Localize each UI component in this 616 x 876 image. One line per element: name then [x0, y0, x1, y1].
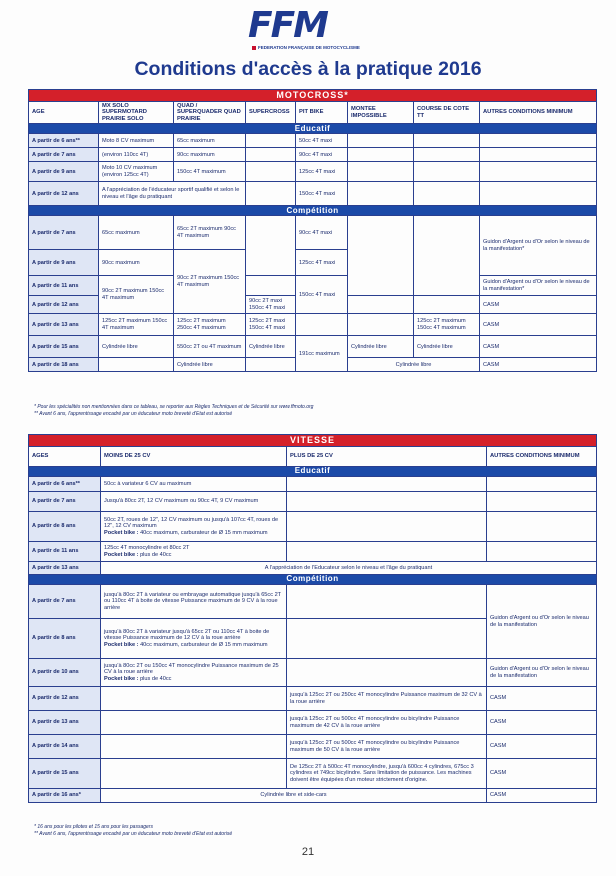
pocket-bike-text: 40cc maximum, carburateur de Ø 15 mm maximum [138, 641, 268, 648]
mx-edu-cell: Moto 10 CV maximum (environ 125cc 4T) [99, 162, 174, 182]
mx-comp-cell: 150cc 4T maxi [296, 276, 348, 314]
mx-edu-cell: 90cc 4T maxi [296, 148, 348, 162]
mx-footnote-1: * Pour les spécialités non mentionnées dans ce tableau, se reporter aux Règles Techniques et de Sécurité sur www.ffmoto.org [34, 404, 314, 410]
mx-comp-cell: Cylindrée libre [246, 336, 296, 358]
mx-comp-cell: Cylindrée libre [414, 336, 480, 358]
v-comp-age: A partir de 10 ans [29, 659, 101, 687]
v-header-other: AUTRES CONDITIONS MINIMUM [487, 447, 597, 467]
v-comp-text: jusqu'à 80cc 2T ou 150cc 4T monocylindre Puissance maximum de 25 CV à la roue arrière [104, 662, 279, 676]
pocket-bike-text: plus de 40cc [138, 675, 172, 682]
mx-header-supercross: SUPERCROSS [246, 102, 296, 124]
v-comp-cell [101, 619, 287, 659]
v-comp-other: Guidon d'Argent ou d'Or selon le niveau de la manifestation [487, 659, 597, 687]
mx-comp-cell: 65cc maximum [99, 216, 174, 250]
mx-comp-age: A partir de 18 ans [29, 358, 99, 372]
mx-comp-cell: 550cc 2T ou 4T maximum [174, 336, 246, 358]
v-comp-casm: CASM [487, 711, 597, 735]
pocket-bike-label: Pocket bike : [104, 529, 139, 536]
mx-comp-age: A partir de 11 ans [29, 276, 99, 296]
v-edu-cell: 50cc à variateur 6 CV au maximum [101, 477, 287, 492]
pocket-bike-text: 40cc maximum, carburateur de Ø 15 mm maximum [138, 529, 268, 536]
v-comp-casm: CASM [487, 735, 597, 759]
mx-educatif-band: Educatif [29, 124, 597, 134]
v-comp-age: A partir de 8 ans [29, 619, 101, 659]
v-edu-cell [101, 542, 287, 562]
v-edu-age: A partir de 7 ans [29, 492, 101, 512]
mx-header-mx: MX SOLO SUPERMOTARD PRAIRIE SOLO [99, 102, 174, 124]
ffm-logo-subtitle [252, 45, 372, 50]
mx-edu-age: A partir de 12 ans [29, 182, 99, 206]
mx-header-age: AGE [29, 102, 99, 124]
v-edu-age: A partir de 8 ans [29, 512, 101, 542]
mx-comp-cell: Cylindrée libre [99, 336, 174, 358]
mx-comp-casm: CASM [480, 336, 597, 358]
v-comp-cell: Cylindrée libre et side-cars [101, 789, 487, 803]
mx-edu-cell: A l'appréciation de l'éducateur sportif qualifié et selon le niveau et l'âge du pratiquant [99, 182, 246, 206]
mx-comp-age: A partir de 13 ans [29, 314, 99, 336]
v-edu-age: A partir de 13 ans [29, 562, 101, 575]
mx-edu-cell: (environ 110cc 4T) [99, 148, 174, 162]
v-edu-text: 125cc 4T monocylindre et 80cc 2T [104, 545, 190, 552]
mx-comp-age: A partir de 12 ans [29, 296, 99, 314]
v-comp-casm: CASM [487, 687, 597, 711]
mx-comp-casm: CASM [480, 296, 597, 314]
v-edu-age: A partir de 6 ans** [29, 477, 101, 492]
pocket-bike-text: plus de 40cc [138, 551, 172, 558]
pocket-bike-label: Pocket bike : [104, 551, 139, 558]
mx-header-pitbike: PIT BIKE [296, 102, 348, 124]
v-footnote-1: * 16 ans pour les pilotes et 15 ans pour les passagers [34, 824, 153, 830]
ffm-logo: FFM [248, 5, 328, 46]
v-edu-cell [101, 512, 287, 542]
mx-header-cote: COURSE DE COTE TT [414, 102, 480, 124]
v-comp-cell: jusqu'à 125cc 2T ou 500cc 4T monocylindre ou bicylindre Puissance maximum de 50 CV à la roue arrière [287, 735, 487, 759]
mx-comp-casm: CASM [480, 358, 597, 372]
v-edu-cell: A l'appréciation de l'Educateur selon le niveau et l'âge du pratiquant [101, 562, 597, 575]
v-comp-other: Guidon d'Argent ou d'Or selon le niveau de la manifestation [487, 585, 597, 659]
mx-comp-cell: Cylindrée libre [348, 358, 480, 372]
motocross-table [28, 89, 597, 372]
v-educatif-band: Educatif [29, 467, 597, 477]
pocket-bike-label: Pocket bike : [104, 675, 139, 682]
mx-comp-cell: 90cc 2T maxi 150cc 4T maxi [246, 296, 296, 314]
mx-edu-age: A partir de 7 ans [29, 148, 99, 162]
v-comp-casm: CASM [487, 759, 597, 789]
mx-edu-cell: 150cc 4T maxi [296, 182, 348, 206]
mx-edu-cell: Moto 8 CV maximum [99, 134, 174, 148]
motocross-band: MOTOCROSS* [29, 90, 597, 102]
mx-edu-cell: 65cc maximum [174, 134, 246, 148]
logo-subtitle-text: FEDERATION FRANÇAISE DE MOTOCYCLISME [258, 45, 360, 50]
mx-edu-age: A partir de 9 ans [29, 162, 99, 182]
mx-comp-age: A partir de 15 ans [29, 336, 99, 358]
mx-comp-cell: 125cc 4T maxi [296, 250, 348, 276]
mx-header-montee: MONTEE IMPOSSIBLE [348, 102, 414, 124]
mx-comp-cell: Cylindrée libre [348, 336, 414, 358]
mx-header-other: AUTRES CONDITIONS MINIMUM [480, 102, 597, 124]
v-comp-age: A partir de 12 ans [29, 687, 101, 711]
v-competition-band: Compétition [29, 575, 597, 585]
v-comp-cell: jusqu'à 125cc 2T ou 250cc 4T monocylindre Puissance maximum de 32 CV à la roue arrière [287, 687, 487, 711]
v-comp-age: A partir de 13 ans [29, 711, 101, 735]
v-comp-cell: jusqu'à 125cc 2T ou 500cc 4T monocylindre ou bicylindre Puissance maximum de 42 CV à la roue arrière [287, 711, 487, 735]
v-edu-cell: Jusqu'à 80cc 2T, 12 CV maximum ou 90cc 4T, 9 CV maximum [101, 492, 287, 512]
mx-edu-cell: 125cc 4T maxi [296, 162, 348, 182]
mx-comp-age: A partir de 9 ans [29, 250, 99, 276]
mx-comp-cell: 125cc 2T maxi 150cc 4T maxi [246, 314, 296, 336]
mx-comp-cell: 90cc 2T maximum 150cc 4T maximum [174, 250, 246, 314]
mx-comp-cell: 90cc maximum [99, 250, 174, 276]
v-edu-age: A partir de 11 ans [29, 542, 101, 562]
v-footnote-2: ** Avant 6 ans, l'apprentissage encadré par un éducateur moto breveté d'Etat est autorisé [34, 831, 233, 837]
v-comp-age: A partir de 16 ans* [29, 789, 101, 803]
mx-comp-cell: 191cc maximum [296, 336, 348, 372]
vitesse-table [28, 434, 597, 803]
mx-comp-other: Guidon d'Argent ou d'Or selon le niveau de la manifestation* [480, 216, 597, 276]
page-number: 21 [301, 846, 315, 858]
v-comp-text: jusqu'à 80cc 2T à variateur jusqu'à 65cc 2T ou 110cc 4T à boite de vitesse Puissance maximum de 12 CV à la roue arrière [104, 628, 270, 642]
v-comp-age: A partir de 14 ans [29, 735, 101, 759]
mx-comp-cell: 125cc 2T maximum 150cc 4T maximum [414, 314, 480, 336]
mx-edu-age: A partir de 6 ans** [29, 134, 99, 148]
v-header-moins25: MOINS DE 25 CV [101, 447, 287, 467]
v-comp-cell: jusqu'à 80cc 2T à variateur ou embrayage automatique jusqu'à 65cc 2T ou 110cc 4T à boite de vitesse Puissance maximum de 9 CV à la roue arrière [101, 585, 287, 619]
v-header-plus25: PLUS DE 25 CV [287, 447, 487, 467]
mx-comp-cell: 90cc 4T maxi [296, 216, 348, 250]
mx-comp-cell: 90cc 2T maximum 150cc 4T maximum [99, 276, 174, 314]
mx-comp-cell: 125cc 2T maximum 150cc 4T maximum [99, 314, 174, 336]
v-comp-age: A partir de 7 ans [29, 585, 101, 619]
mx-edu-cell: 50cc 4T maxi [296, 134, 348, 148]
mx-comp-casm: CASM [480, 314, 597, 336]
page-title: Conditions d'accès à la pratique 2016 [134, 58, 482, 80]
vitesse-band: VITESSE [29, 435, 597, 447]
v-edu-text: 50cc 2T, roues de 12", 12 CV maximum ou jusqu'à 107cc 4T, roues de 12", 12 CV maximum [104, 516, 279, 530]
mx-header-quad: QUAD / SUPERQUADER QUAD PRAIRIE [174, 102, 246, 124]
mx-footnote-2: ** Avant 6 ans, l'apprentissage encadré par un éducateur moto breveté d'Etat est autorisé [34, 411, 233, 417]
mx-comp-cell: 125cc 2T maximum 250cc 4T maximum [174, 314, 246, 336]
v-comp-age: A partir de 15 ans [29, 759, 101, 789]
v-comp-cell: De 125cc 2T à 500cc 4T monocylindre, jusqu'à 600cc 4 cylindres, 675cc 3 cylindres et 749cc bicylindre. Sans limitation de puissance. Les machines doivent être équipées d'un moteur strictement d'origine. [287, 759, 487, 789]
v-comp-cell [101, 659, 287, 687]
mx-comp-other: Guidon d'Argent ou d'Or selon le niveau de la manifestation* [480, 276, 597, 296]
mx-edu-cell: 90cc maximum [174, 148, 246, 162]
mx-competition-band: Compétition [29, 206, 597, 216]
mx-comp-age: A partir de 7 ans [29, 216, 99, 250]
v-comp-casm: CASM [487, 789, 597, 803]
v-header-ages: AGES [29, 447, 101, 467]
mx-comp-cell: Cylindrée libre [174, 358, 246, 372]
mx-edu-cell: 150cc 4T maximum [174, 162, 246, 182]
pocket-bike-label: Pocket bike : [104, 641, 139, 648]
mx-comp-cell: 65cc 2T maximum 90cc 4T maximum [174, 216, 246, 250]
